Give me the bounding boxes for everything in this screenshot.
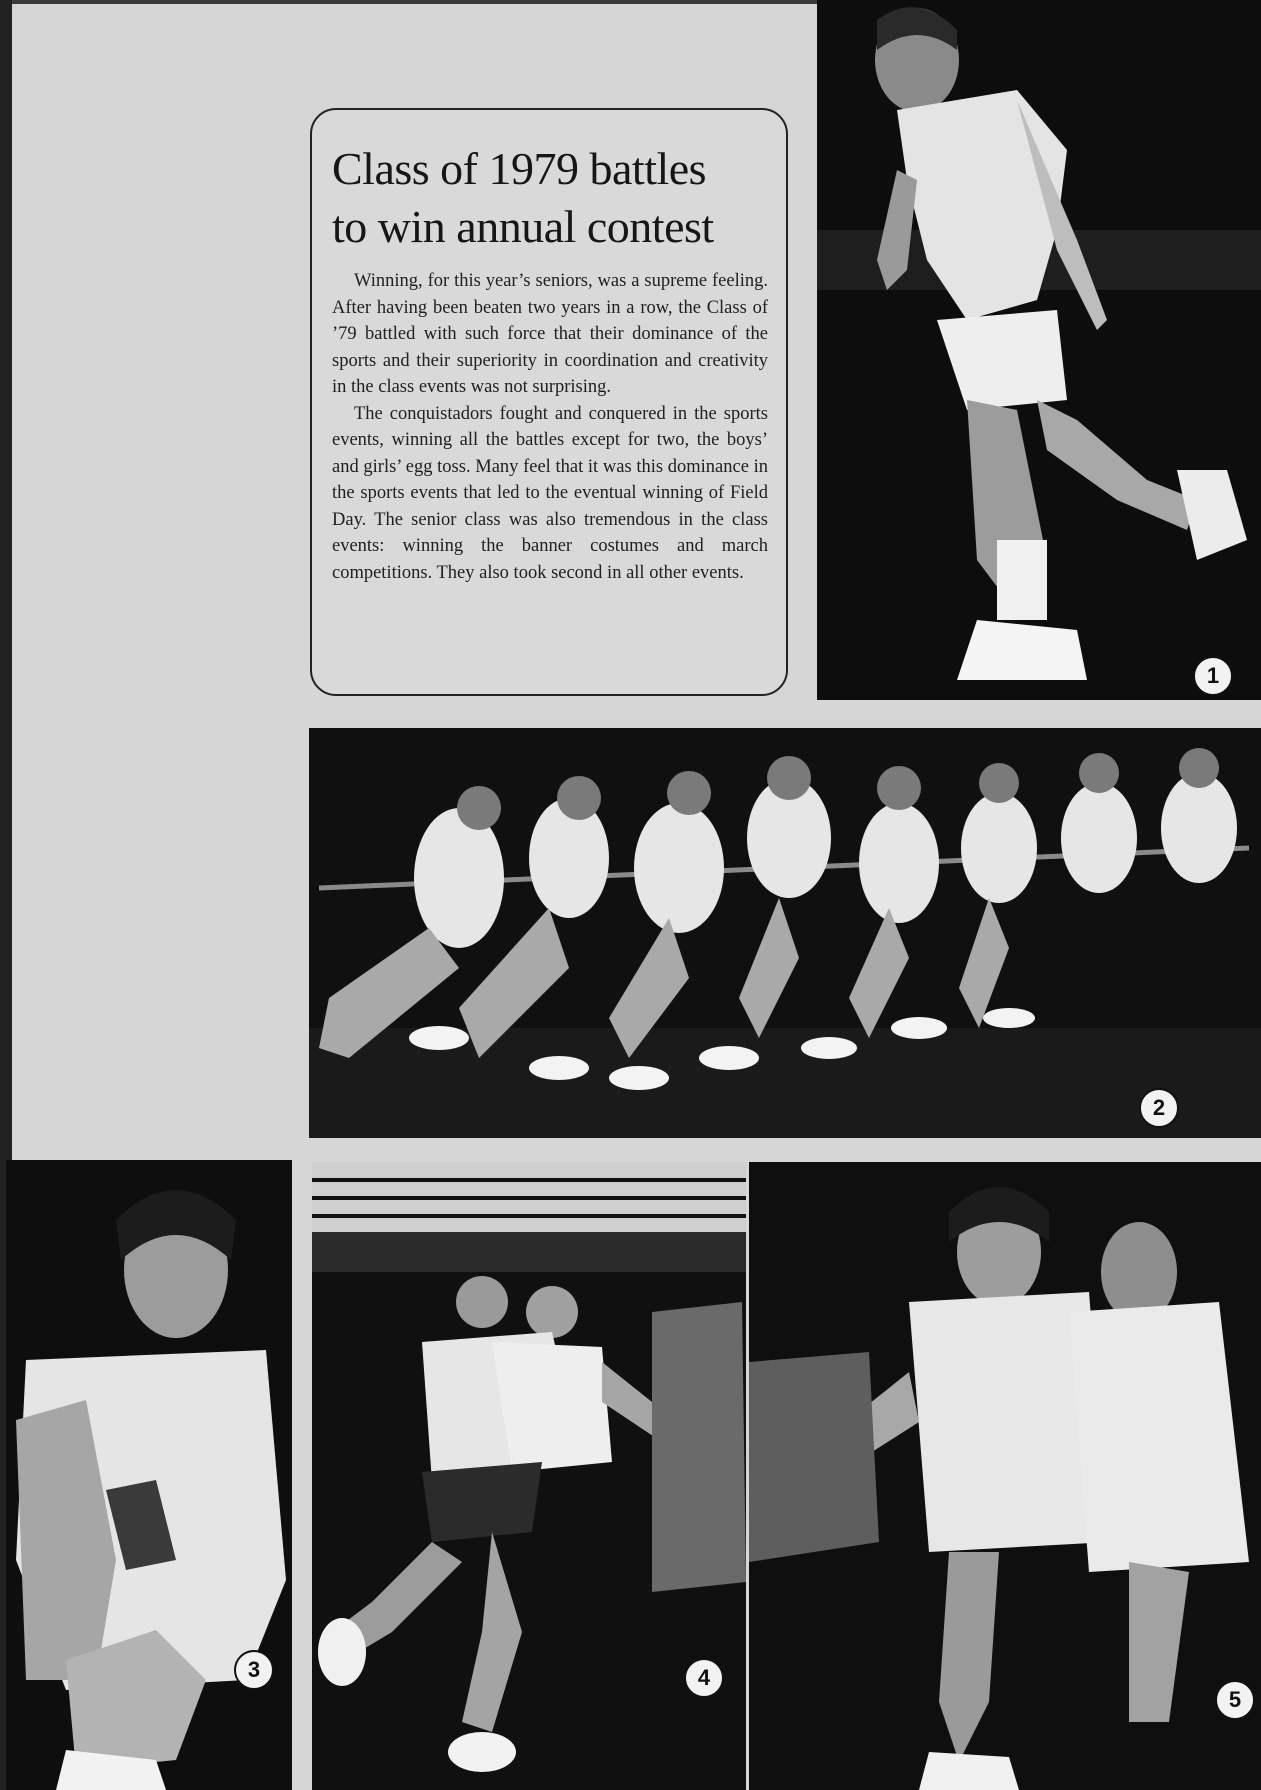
photo-1-runner — [817, 0, 1261, 700]
photo-number-badge: 4 — [684, 1658, 724, 1698]
photo-5-running-pair — [749, 1162, 1261, 1790]
photo-number-badge: 1 — [1193, 656, 1233, 696]
paragraph-1: Winning, for this year’s seniors, was a supreme feeling. After having been beaten two years in a row, the Class of ’79 battled with such force that their dominance of the sports and their superiority in coordination and creativity in the class events was not surprising. — [332, 271, 768, 397]
article-box — [310, 108, 788, 696]
headline-line-2: to win annual contest — [332, 201, 714, 252]
headline — [332, 140, 768, 256]
seated-student-photo-icon — [6, 1160, 292, 1790]
relay-runners-photo-icon — [312, 1162, 746, 1790]
running-pair-photo-icon — [749, 1162, 1261, 1790]
runner-photo-icon — [817, 0, 1261, 700]
paragraph-2: The conquistadors fought and conquered in the sports events, winning all the battles except for two, the boys’ and girls’ egg toss. Many feel that it was this dominance in the sports events that led to the eventual winning of Field Day. The senior class was also tremendous in the class events: winning the banner costumes and march competitions. They also took second in all other events. — [332, 403, 768, 583]
photo-2-tug-of-war — [309, 728, 1261, 1138]
photo-number-badge: 3 — [234, 1650, 274, 1690]
photo-3-seated-student — [6, 1160, 292, 1790]
photo-number-badge: 2 — [1139, 1088, 1179, 1128]
photo-number-badge: 5 — [1215, 1680, 1255, 1720]
photo-4-relay-runners — [312, 1162, 746, 1790]
article-body — [332, 268, 768, 586]
tug-of-war-photo-icon — [309, 728, 1261, 1138]
headline-line-1: Class of 1979 battles — [332, 143, 707, 194]
